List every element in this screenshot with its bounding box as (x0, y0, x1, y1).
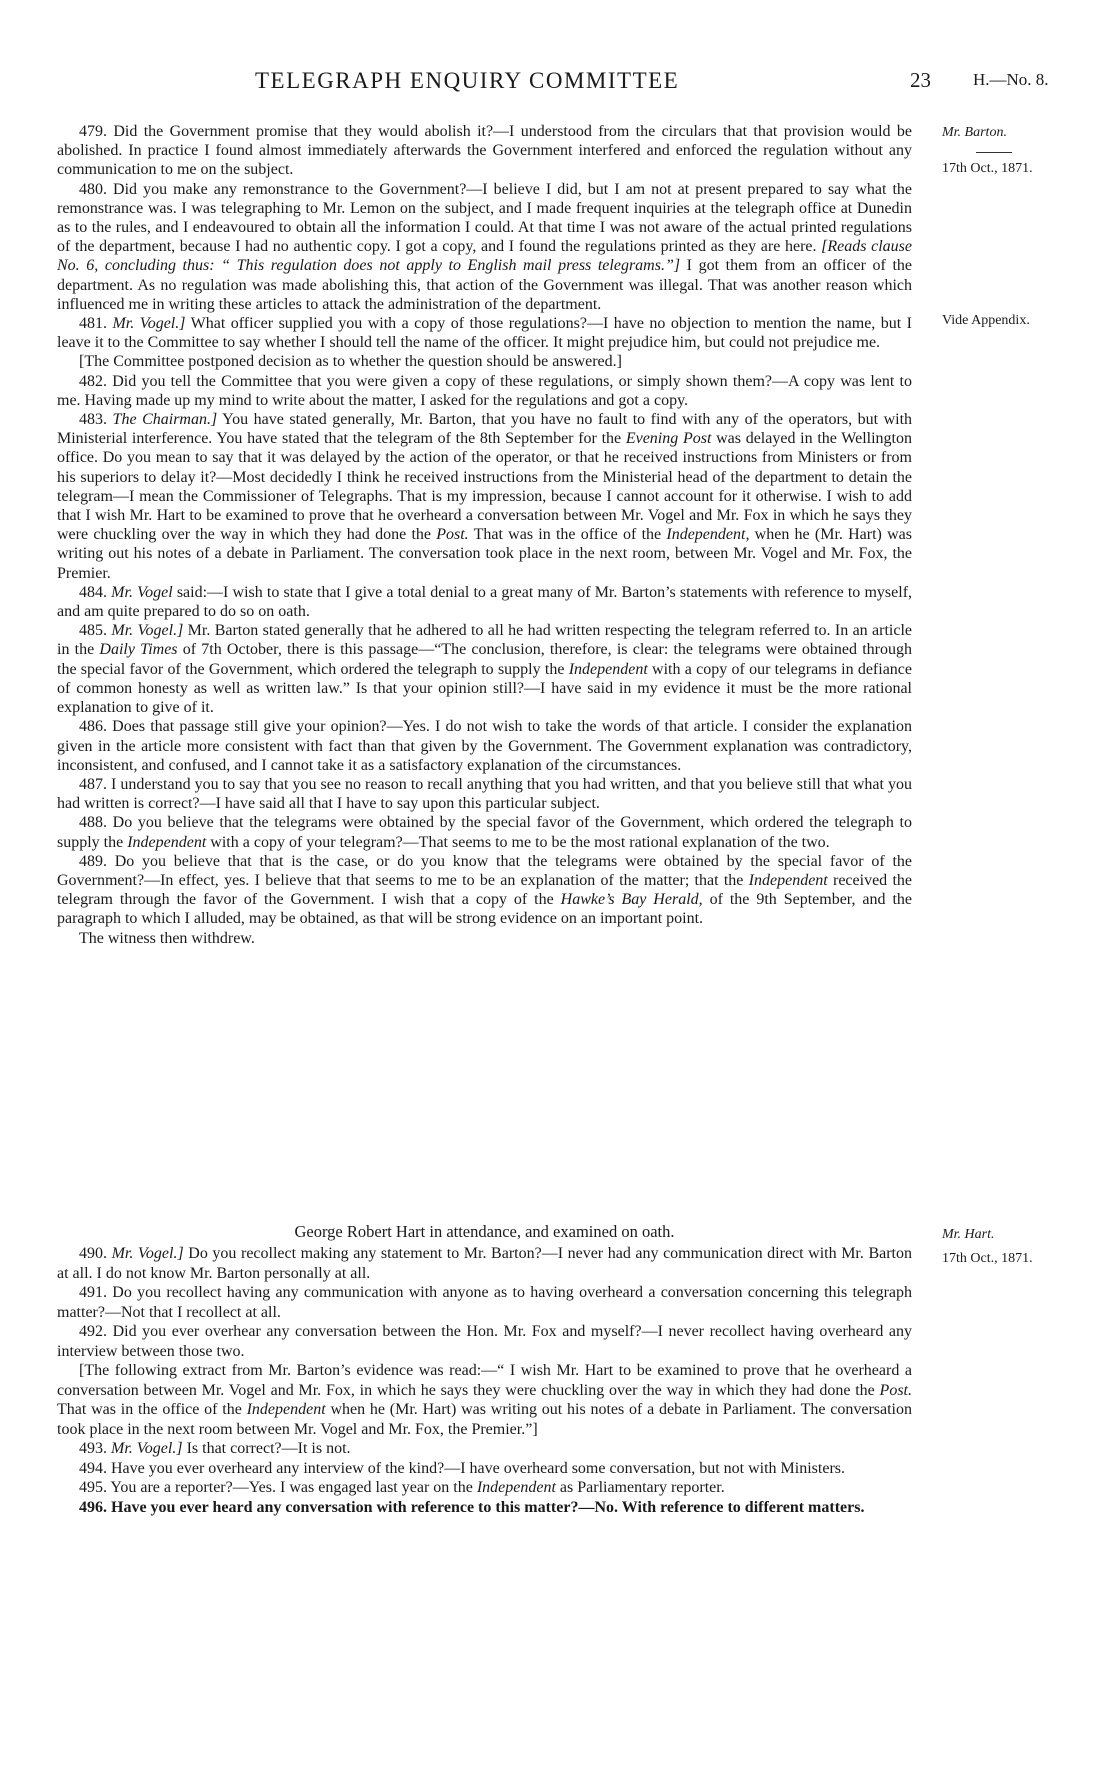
margin-witness-hart: Mr. Hart. (942, 1227, 995, 1242)
running-header (55, 68, 1065, 98)
paragraph-488: 488. Do you believe that the telegrams were obtained by the special favor of the Government, which ordered the telegraph to supply the Independent with a copy of your telegram?—That seems to me to be the most rational explanation of the two. (57, 814, 912, 851)
speaker: The Chairman.] (112, 411, 218, 429)
paragraph-494: 494. Have you ever overheard any interview of the kind?—I have overheard some conversation, but not with Ministers. (79, 1459, 845, 1477)
speaker: Mr. Vogel.] (112, 315, 186, 333)
evidence-hart (57, 1244, 912, 1517)
extract-note: [The following extract from Mr. Barton’s evidence was read:—“ I wish Mr. Hart to be examined to prove that he overheard a conversation between Mr. Vogel and Mr. Fox, in which he says they were chuckling over the way in which they had done the Post. That was in the office of the Independent when he (Mr. Hart) was writing out his notes of a debate in Parliament. The conversation took place in the next room between Mr. Vogel and Mr. Fox, the Premier.”] (57, 1362, 913, 1438)
paragraph-487: 487. I understand you to say that you see no reason to recall anything that you had written, and that you believe still that what you had written is correct?—I have said all that I have to say upon this particular subject. (57, 775, 912, 813)
witness-withdrew: The witness then withdrew. (79, 929, 255, 947)
paragraph-480: 480. Did you make any remonstrance to the Government?—I believe I did, but I am not at present prepared to say what the remonstrance was. I was telegraphing to Mr. Lemon on the subject, and I made frequent inquiries at the telegraph office at Dunedin as to the rules, and I endeavoured to obtain all the information I could. At that time I was not aware of the actual printed regulations of the department, because I had no authentic copy. I got a copy, and I found the regulations printed as they are here. [Reads clause No. 6, concluding thus: “ This regulation does not apply to English mail press telegrams.”] I got them from an officer of the department. As no regulation was made abolishing this, that action of the Government was illegal. That was another reason which influenced me in writing these articles to attack the administration of the department. (57, 180, 913, 313)
speaker: Mr. Vogel.] (111, 622, 184, 640)
paragraph-481: 481. Mr. Vogel.] What officer supplied you with a copy of those regulations?—I have no objection to mention the name, but I leave it to the Committee to say whether I should tell the name of the officer. It might prejudice him, but could not prejudice me. (57, 315, 912, 352)
committee-note: [The Committee postponed decision as to whether the question should be answered.] (79, 353, 622, 371)
paragraph-486: 486. Does that passage still give your opinion?—Yes. I do not wish to take the words of that article. I consider the explanation given in the article more consistent with fact than that given by the Government. The Government explanation was contradictory, inconsistent, and confused, and I cannot take it as a satisfactory explanation of the circumstances. (57, 718, 912, 774)
paragraph-496: 496. Have you ever heard any conversation with reference to this matter?—No. With reference to different matters. (79, 1498, 865, 1516)
speaker: Mr. Vogel (111, 583, 173, 601)
margin-date-1: 17th Oct., 1871. (942, 161, 1033, 176)
margin-rule (976, 152, 1012, 153)
speaker: Mr. Vogel.] (111, 1245, 184, 1262)
paragraph-490: 490. Mr. Vogel.] Do you recollect making any statement to Mr. Barton?—I never had any communication direct with Mr. Barton at all. I do not know Mr. Barton personally at all. (57, 1245, 912, 1282)
margin-date-2: 17th Oct., 1871. (942, 1251, 1033, 1266)
paragraph-484: 484. Mr. Vogel said:—I wish to state that I give a total denial to a great many of Mr. Barton’s statements with reference to myself, and am quite prepared to do so on oath. (57, 583, 913, 621)
paragraph-495: 495. You are a reporter?—Yes. I was engaged last year on the Independent as Parliamentary reporter. (79, 1479, 725, 1496)
margin-witness-barton: Mr. Barton. (942, 125, 1007, 140)
margin-vide-appendix: Vide Appendix. (942, 313, 1030, 328)
header-title: TELEGRAPH ENQUIRY COMMITTEE (255, 68, 680, 93)
paragraph-482: 482. Did you tell the Committee that you were given a copy of these regulations, or simply shown them?—A copy was lent to me. Having made up my mind to write about the matter, I asked for the regulations and got a copy. (57, 372, 912, 409)
paragraph-483: 483. The Chairman.] You have stated generally, Mr. Barton, that you have no fault to find with any of the operators, but with Ministerial interference. You have stated that the telegram of the 8th September for the Evening Post was delayed in the Wellington office. Do you mean to say that it was delayed by the action of the operator, or that he received instructions from Ministers or from his superiors to delay it?—Most decidedly I think he received instructions from the Ministerial head of the department to detain the telegram—I mean the Commissioner of Telegraphs. That is my impression, because I cannot account for it otherwise. I wish to add that I wish Mr. Hart to be examined to prove that he overheard a conversation between Mr. Vogel and Mr. Fox in which he says they were chuckling over the way in which they had done the Post. That was in the office of the Independent, when he (Mr. Hart) was writing out his notes of a debate in Parliament. The conversation took place in the next room, between Mr. Vogel and Mr. Fox, the Premier. (57, 411, 913, 582)
reads-clause-note: [Reads clause No. 6, concluding thus: “ This regulation does not apply to English mail press telegrams.”] (57, 238, 913, 275)
paragraph-493: 493. Mr. Vogel.] Is that correct?—It is not. (79, 1440, 351, 1457)
paragraph-479: 479. Did the Government promise that they would abolish it?—I understood from the circulars that that provision would be abolished. In practice I found almost immediately afterwards the Government interfered and enforced the regulation without any communication to me on the subject. (57, 123, 912, 179)
paper-reference: H.—No. 8. (973, 70, 1049, 89)
paragraph-485: 485. Mr. Vogel.] Mr. Barton stated generally that he adhered to all he had written respecting the telegram referred to. In an article in the Daily Times of 7th October, there is this passage—“The conclusion, therefore, is clear: the telegrams were obtained through the special favor of the Government, which ordered the telegraph to supply the Independent with a copy of our telegrams in defiance of common honesty as well as written law.” Is that your opinion still?—I have said in my evidence it must be the more rational explanation to give of it. (57, 622, 913, 717)
evidence-barton (57, 122, 912, 948)
paragraph-489: 489. Do you believe that that is the case, or do you know that the telegrams were obtained by the special favor of the Government?—In effect, yes. I believe that that seems to me to be an explanation of the matter; that the Independent received the telegram through the favor of the Government. I wish that a copy of the Hawke’s Bay Herald, of the 9th September, and the paragraph to which I alluded, may be obtained, as that will be strong evidence on an important point. (57, 852, 913, 928)
paragraph-492: 492. Did you ever overhear any conversation between the Hon. Mr. Fox and myself?—I never recollect having overheard any interview between those two. (57, 1323, 912, 1360)
paragraph-491: 491. Do you recollect having any communication with anyone as to having overheard a conversation concerning this telegraph matter?—Not that I recollect at all. (57, 1284, 912, 1321)
speaker: Mr. Vogel.] (111, 1440, 183, 1457)
page-number: 23 (910, 68, 931, 92)
section-heading-hart: George Robert Hart in attendance, and examined on oath. (294, 1222, 675, 1241)
